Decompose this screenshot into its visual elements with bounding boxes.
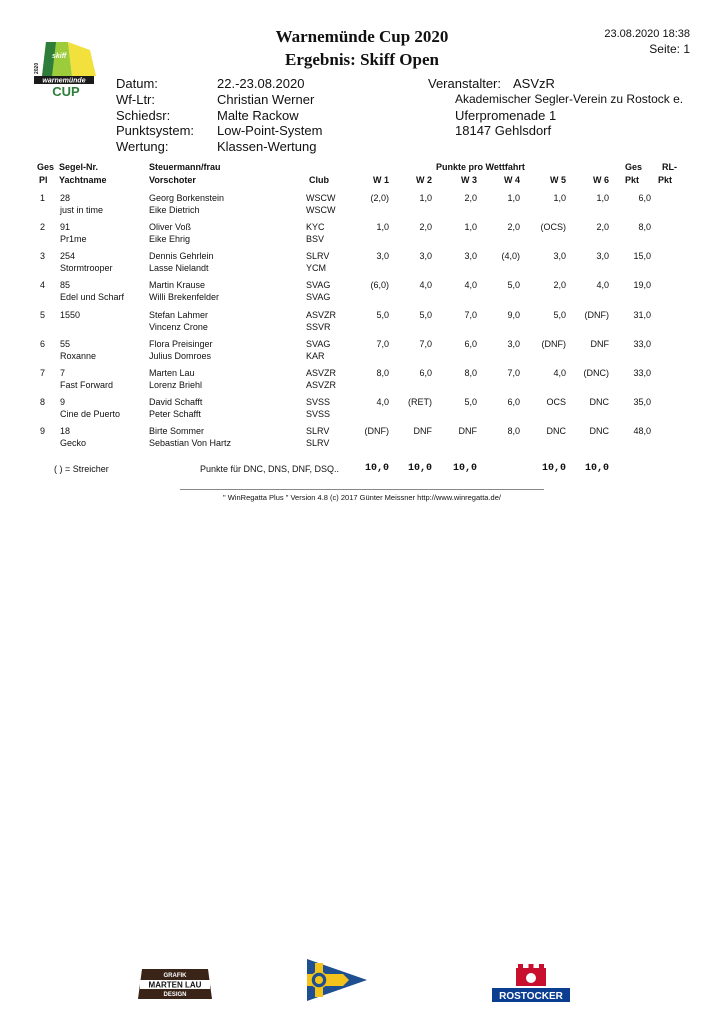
streicher-legend: ( ) = Streicher xyxy=(54,464,109,474)
row-race-4: 1,0 xyxy=(507,193,520,203)
datum-value: 22.-23.08.2020 xyxy=(217,76,305,91)
row-race-2: (RET) xyxy=(408,397,432,407)
row-sail-number: 9 xyxy=(60,397,66,407)
row-race-3: 4,0 xyxy=(464,280,477,290)
dnc-value-race-6: 10,0 xyxy=(584,463,609,474)
header-race-3: W 3 xyxy=(460,175,477,185)
row-place: 4 xyxy=(40,280,46,290)
document-title: Warnemünde Cup 2020 xyxy=(275,27,449,46)
row-crew: Vincenz Crone xyxy=(149,322,208,332)
header-race-6: W 6 xyxy=(592,175,609,185)
row-race-2: 5,0 xyxy=(419,310,432,320)
datum-label: Datum: xyxy=(116,76,158,91)
row-race-6: 2,0 xyxy=(596,222,609,232)
row-race-6: (DNF) xyxy=(584,310,609,320)
wfltr-value: Christian Werner xyxy=(217,92,315,107)
row-club-crew: KAR xyxy=(306,351,325,361)
row-place: 3 xyxy=(40,251,46,261)
dnc-value-race-2: 10,0 xyxy=(407,463,432,474)
header-steuermann: Steuermann/frau xyxy=(149,162,221,172)
club-pennant-logo xyxy=(305,957,369,1003)
row-race-3: 5,0 xyxy=(464,397,477,407)
row-race-5: 5,0 xyxy=(553,310,566,320)
organizer-name: Akademischer Segler-Verein zu Rostock e. xyxy=(455,92,684,106)
row-yacht-name: Stormtrooper xyxy=(60,263,113,273)
row-race-4: 5,0 xyxy=(507,280,520,290)
row-sail-number: 91 xyxy=(60,222,71,232)
row-race-5: OCS xyxy=(546,397,566,407)
row-club-helm: SVSS xyxy=(306,397,331,407)
row-helmsman: Oliver Voß xyxy=(149,222,192,232)
dnc-points-label: Punkte für DNC, DNS, DNF, DSQ.. xyxy=(200,464,340,474)
row-race-4: 2,0 xyxy=(507,222,520,232)
row-yacht-name: Edel und Scharf xyxy=(60,292,125,302)
wertung-label: Wertung: xyxy=(116,139,169,154)
row-race-1: (6,0) xyxy=(370,280,389,290)
row-race-1: 8,0 xyxy=(376,368,389,378)
row-race-2: 2,0 xyxy=(419,222,432,232)
header-pkt: Pkt xyxy=(625,175,640,185)
row-club-crew: YCM xyxy=(306,263,326,273)
marten-logo-line3: DESIGN xyxy=(163,992,187,998)
logo-line1: skiff xyxy=(52,53,67,60)
row-club-helm: SLRV xyxy=(306,426,330,436)
row-crew: Eike Dietrich xyxy=(149,205,200,215)
row-place: 7 xyxy=(40,368,46,378)
row-club-crew: ASVZR xyxy=(306,380,337,390)
row-crew: Peter Schafft xyxy=(149,409,201,419)
row-sail-number: 254 xyxy=(60,251,76,261)
row-club-helm: WSCW xyxy=(306,193,336,203)
organizer-street: Uferpromenade 1 xyxy=(455,108,557,123)
row-club-crew: SVSS xyxy=(306,409,331,419)
row-total-points: 8,0 xyxy=(638,222,651,232)
row-club-crew: SVAG xyxy=(306,292,331,302)
row-race-6: DNC xyxy=(589,397,609,407)
row-place: 6 xyxy=(40,339,46,349)
row-race-4: 3,0 xyxy=(507,339,520,349)
logo-line3: CUP xyxy=(52,84,80,98)
row-race-4: 7,0 xyxy=(507,368,520,378)
row-place: 9 xyxy=(40,426,46,436)
row-place: 8 xyxy=(40,397,46,407)
row-sail-number: 55 xyxy=(60,339,71,349)
row-race-1: 1,0 xyxy=(376,222,389,232)
row-race-4: (4,0) xyxy=(501,251,520,261)
row-helmsman: Marten Lau xyxy=(149,368,195,378)
rostocker-tower-left xyxy=(518,964,523,970)
punktsystem-label: Punktsystem: xyxy=(116,123,195,138)
rostocker-tower-mid xyxy=(529,964,534,970)
rostocker-wordmark: ROSTOCKER xyxy=(499,991,563,1002)
griffin-icon xyxy=(315,976,323,984)
row-race-3: 3,0 xyxy=(464,251,477,261)
row-sail-number: 85 xyxy=(60,280,71,290)
row-helmsman: David Schafft xyxy=(149,397,203,407)
marten-lau-design-logo xyxy=(136,965,214,1003)
row-total-points: 6,0 xyxy=(638,193,651,203)
row-place: 5 xyxy=(40,310,46,320)
row-race-2: DNF xyxy=(413,426,432,436)
dnc-value-race-5: 10,0 xyxy=(541,463,566,474)
row-crew: Lorenz Briehl xyxy=(149,380,203,390)
row-total-points: 31,0 xyxy=(633,310,651,320)
dnc-value-race-3: 10,0 xyxy=(452,463,477,474)
row-race-6: DNC xyxy=(589,426,609,436)
header-pl: Pl xyxy=(39,175,48,185)
schiedsr-label: Schiedsr: xyxy=(116,108,171,123)
row-club-crew: BSV xyxy=(306,234,325,244)
row-race-1: 3,0 xyxy=(376,251,389,261)
row-sail-number: 28 xyxy=(60,193,71,203)
header-rl: RL- xyxy=(662,162,677,172)
header-rl-pkt: Pkt xyxy=(658,175,673,185)
row-race-6: 3,0 xyxy=(596,251,609,261)
row-race-1: (DNF) xyxy=(364,426,389,436)
event-logo xyxy=(28,40,100,98)
row-race-5: 2,0 xyxy=(553,280,566,290)
row-helmsman: Stefan Lahmer xyxy=(149,310,209,320)
row-helmsman: Dennis Gehrlein xyxy=(149,251,214,261)
print-date: 23.08.2020 18:38 xyxy=(604,28,690,40)
row-club-helm: ASVZR xyxy=(306,310,337,320)
wertung-value: Klassen-Wertung xyxy=(217,139,317,154)
row-race-4: 8,0 xyxy=(507,426,520,436)
row-race-3: 2,0 xyxy=(464,193,477,203)
row-helmsman: Birte Sommer xyxy=(149,426,205,436)
row-race-4: 9,0 xyxy=(507,310,520,320)
header-yachtname: Yachtname xyxy=(59,175,107,185)
veranstalter-value: ASVzR xyxy=(513,76,555,91)
organizer-city: 18147 Gehlsdorf xyxy=(455,123,552,138)
row-yacht-name: just in time xyxy=(60,205,104,215)
veranstalter-label: Veranstalter: xyxy=(428,76,501,91)
row-yacht-name: Pr1me xyxy=(60,234,87,244)
row-race-1: 4,0 xyxy=(376,397,389,407)
row-race-3: 7,0 xyxy=(464,310,477,320)
rostocker-emblem-icon xyxy=(526,973,536,983)
marten-logo-line2: MARTEN LAU xyxy=(148,980,202,990)
row-race-6: 1,0 xyxy=(596,193,609,203)
row-sail-number: 1550 xyxy=(60,310,81,320)
row-crew: Julius Domroes xyxy=(149,351,212,361)
row-race-5: 4,0 xyxy=(553,368,566,378)
row-club-helm: SVAG xyxy=(306,339,331,349)
row-race-6: 4,0 xyxy=(596,280,609,290)
row-race-5: 1,0 xyxy=(553,193,566,203)
header-punkte: Punkte pro Wettfahrt xyxy=(436,162,525,172)
header-vorschoter: Vorschoter xyxy=(149,175,196,185)
row-race-3: 8,0 xyxy=(464,368,477,378)
row-yacht-name: Gecko xyxy=(60,438,87,448)
row-sail-number: 18 xyxy=(60,426,71,436)
row-race-1: (2,0) xyxy=(370,193,389,203)
header-club: Club xyxy=(309,175,329,185)
wfltr-label: Wf-Ltr: xyxy=(116,92,155,107)
header-race-1: W 1 xyxy=(372,175,389,185)
header-race-2: W 2 xyxy=(415,175,432,185)
rostocker-tower-right xyxy=(539,964,544,970)
row-race-2: 7,0 xyxy=(419,339,432,349)
rostocker-logo xyxy=(492,964,570,1004)
row-race-2: 3,0 xyxy=(419,251,432,261)
row-club-helm: ASVZR xyxy=(306,368,337,378)
header-ges: Ges xyxy=(37,162,55,172)
row-helmsman: Martin Krause xyxy=(149,280,206,290)
row-race-2: 6,0 xyxy=(419,368,432,378)
row-race-1: 7,0 xyxy=(376,339,389,349)
row-crew: Eike Ehrig xyxy=(149,234,191,244)
row-club-crew: WSCW xyxy=(306,205,336,215)
row-total-points: 19,0 xyxy=(633,280,651,290)
row-total-points: 33,0 xyxy=(633,368,651,378)
row-race-1: 5,0 xyxy=(376,310,389,320)
row-club-crew: SSVR xyxy=(306,322,331,332)
dnc-value-race-1: 10,0 xyxy=(364,463,389,474)
row-helmsman: Georg Borkenstein xyxy=(149,193,225,203)
footer-credit: " WinRegatta Plus " Version 4.8 (c) 2017 Günter Meissner http://www.winregatta.de/ xyxy=(223,493,501,502)
row-crew: Sebastian Von Hartz xyxy=(149,438,232,448)
row-crew: Lasse Nielandt xyxy=(149,263,209,273)
schiedsr-value: Malte Rackow xyxy=(217,108,299,123)
row-race-2: 1,0 xyxy=(419,193,432,203)
row-yacht-name: Cine de Puerto xyxy=(60,409,121,419)
row-total-points: 48,0 xyxy=(633,426,651,436)
header-ges-pkt: Ges xyxy=(625,162,643,172)
row-yacht-name: Fast Forward xyxy=(60,380,114,390)
row-race-2: 4,0 xyxy=(419,280,432,290)
header-race-5: W 5 xyxy=(549,175,566,185)
row-total-points: 35,0 xyxy=(633,397,651,407)
row-race-6: (DNC) xyxy=(583,368,609,378)
row-race-6: DNF xyxy=(590,339,609,349)
row-race-5: (DNF) xyxy=(541,339,566,349)
row-total-points: 15,0 xyxy=(633,251,651,261)
row-club-crew: SLRV xyxy=(306,438,330,448)
row-race-4: 6,0 xyxy=(507,397,520,407)
logo-year: 2020 xyxy=(34,62,40,74)
row-race-3: 1,0 xyxy=(464,222,477,232)
row-club-helm: SVAG xyxy=(306,280,331,290)
row-yacht-name: Roxanne xyxy=(60,351,97,361)
row-place: 2 xyxy=(40,222,46,232)
page-number: Seite: 1 xyxy=(649,42,690,56)
footer-divider xyxy=(180,489,544,490)
row-crew: Willi Brekenfelder xyxy=(149,292,220,302)
row-club-helm: KYC xyxy=(306,222,325,232)
row-race-3: 6,0 xyxy=(464,339,477,349)
logo-line2: warnemünde xyxy=(42,77,86,85)
row-helmsman: Flora Preisinger xyxy=(149,339,213,349)
row-race-5: DNC xyxy=(546,426,566,436)
document-subtitle: Ergebnis: Skiff Open xyxy=(285,50,439,69)
row-total-points: 33,0 xyxy=(633,339,651,349)
header-segel-nr: Segel-Nr. xyxy=(59,162,99,172)
row-place: 1 xyxy=(40,193,46,203)
row-race-3: DNF xyxy=(458,426,477,436)
punktsystem-value: Low-Point-System xyxy=(217,123,323,138)
row-club-helm: SLRV xyxy=(306,251,330,261)
logo-sail-yellow xyxy=(68,42,96,76)
row-sail-number: 7 xyxy=(60,368,66,378)
marten-logo-line1: GRAFIK xyxy=(163,973,187,979)
row-race-5: 3,0 xyxy=(553,251,566,261)
row-race-5: (OCS) xyxy=(540,222,566,232)
header-race-4: W 4 xyxy=(503,175,520,185)
